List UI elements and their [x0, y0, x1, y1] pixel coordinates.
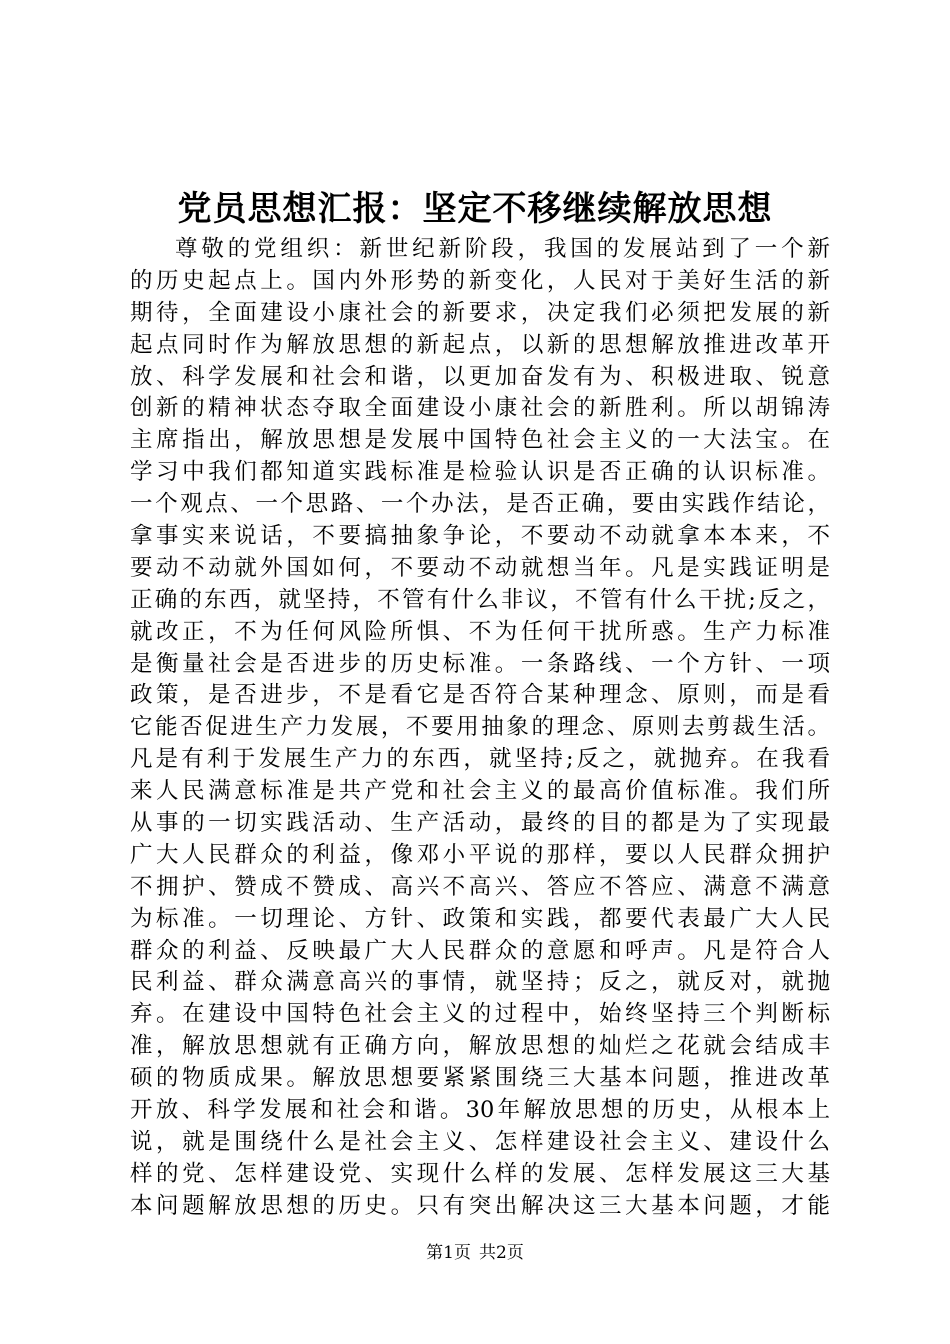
- body-line: 是衡量社会是否进步的历史标准。一条路线、一个方针、一项: [130, 650, 830, 677]
- body-line: 放、科学发展和社会和谐，以更加奋发有为、积极进取、锐意: [130, 363, 830, 390]
- body-line: 的历史起点上。国内外形势的新变化，人民对于美好生活的新: [130, 267, 830, 294]
- body-line: 来人民满意标准是共产党和社会主义的最高价值标准。我们所: [130, 778, 830, 805]
- body-line: 民利益、群众满意高兴的事情，就坚持；反之，就反对，就抛: [130, 969, 830, 996]
- body-line: 本问题解放思想的历史。只有突出解决这三大基本问题，才能: [130, 1192, 830, 1219]
- body-line: 它能否促进生产力发展，不要用抽象的理念、原则去剪裁生活。: [130, 714, 830, 741]
- page-total: 共2页: [479, 1243, 524, 1263]
- body-line: 凡是有利于发展生产力的东西，就坚持;反之，就抛弃。在我看: [130, 746, 830, 773]
- body-line: 主席指出，解放思想是发展中国特色社会主义的一大法宝。在: [130, 427, 830, 454]
- body-line: 不拥护、赞成不赞成、高兴不高兴、答应不答应、满意不满意: [130, 873, 830, 900]
- body-line: 从事的一切实践活动、生产活动，最终的目的都是为了实现最: [130, 810, 830, 837]
- page-number: 第1页: [426, 1243, 471, 1263]
- document-title: 党员思想汇报：坚定不移继续解放思想: [177, 189, 773, 229]
- page-footer: [0, 1241, 950, 1265]
- body-line: 广大人民群众的利益，像邓小平说的那样，要以人民群众拥护: [130, 841, 830, 868]
- body-line: 正确的东西，就坚持，不管有什么非议，不管有什么干扰;反之，: [130, 586, 830, 613]
- body-line: 要动不动就外国如何，不要动不动就想当年。凡是实践证明是: [130, 554, 830, 581]
- body-line: 起点同时作为解放思想的新起点，以新的思想解放推进改革开: [130, 331, 830, 358]
- body-line: 弃。在建设中国特色社会主义的过程中，始终坚持三个判断标: [130, 1001, 830, 1028]
- body-line: 说，就是围绕什么是社会主义、怎样建设社会主义、建设什么: [130, 1128, 830, 1155]
- body-line: 政策，是否进步，不是看它是否符合某种理念、原则，而是看: [130, 682, 830, 709]
- body-line: 一个观点、一个思路、一个办法，是否正确，要由实践作结论，: [130, 491, 830, 518]
- body-line: 群众的利益、反映最广大人民群众的意愿和呼声。凡是符合人: [130, 937, 830, 964]
- body-line: 创新的精神状态夺取全面建设小康社会的新胜利。所以胡锦涛: [130, 395, 830, 422]
- body-line: 样的党、怎样建设党、实现什么样的发展、怎样发展这三大基: [130, 1160, 830, 1187]
- body-line: 期待，全面建设小康社会的新要求，决定我们必须把发展的新: [130, 299, 830, 326]
- body-line: 准，解放思想就有正确方向，解放思想的灿烂之花就会结成丰: [130, 1033, 830, 1060]
- body-line: 尊敬的党组织：新世纪新阶段，我国的发展站到了一个新: [175, 236, 830, 262]
- body-line: 为标准。一切理论、方针、政策和实践，都要代表最广大人民: [130, 905, 830, 932]
- document-body: [130, 234, 830, 1223]
- body-line: 开放、科学发展和社会和谐。30年解放思想的历史，从根本上: [130, 1097, 830, 1124]
- body-line: 拿事实来说话，不要搞抽象争论，不要动不动就拿本本来，不: [130, 523, 830, 550]
- body-line: 学习中我们都知道实践标准是检验认识是否正确的认识标准。: [130, 459, 830, 486]
- body-line: 就改正，不为任何风险所惧、不为任何干扰所惑。生产力标准: [130, 618, 830, 645]
- body-line: 硕的物质成果。解放思想要紧紧围绕三大基本问题，推进改革: [130, 1065, 830, 1092]
